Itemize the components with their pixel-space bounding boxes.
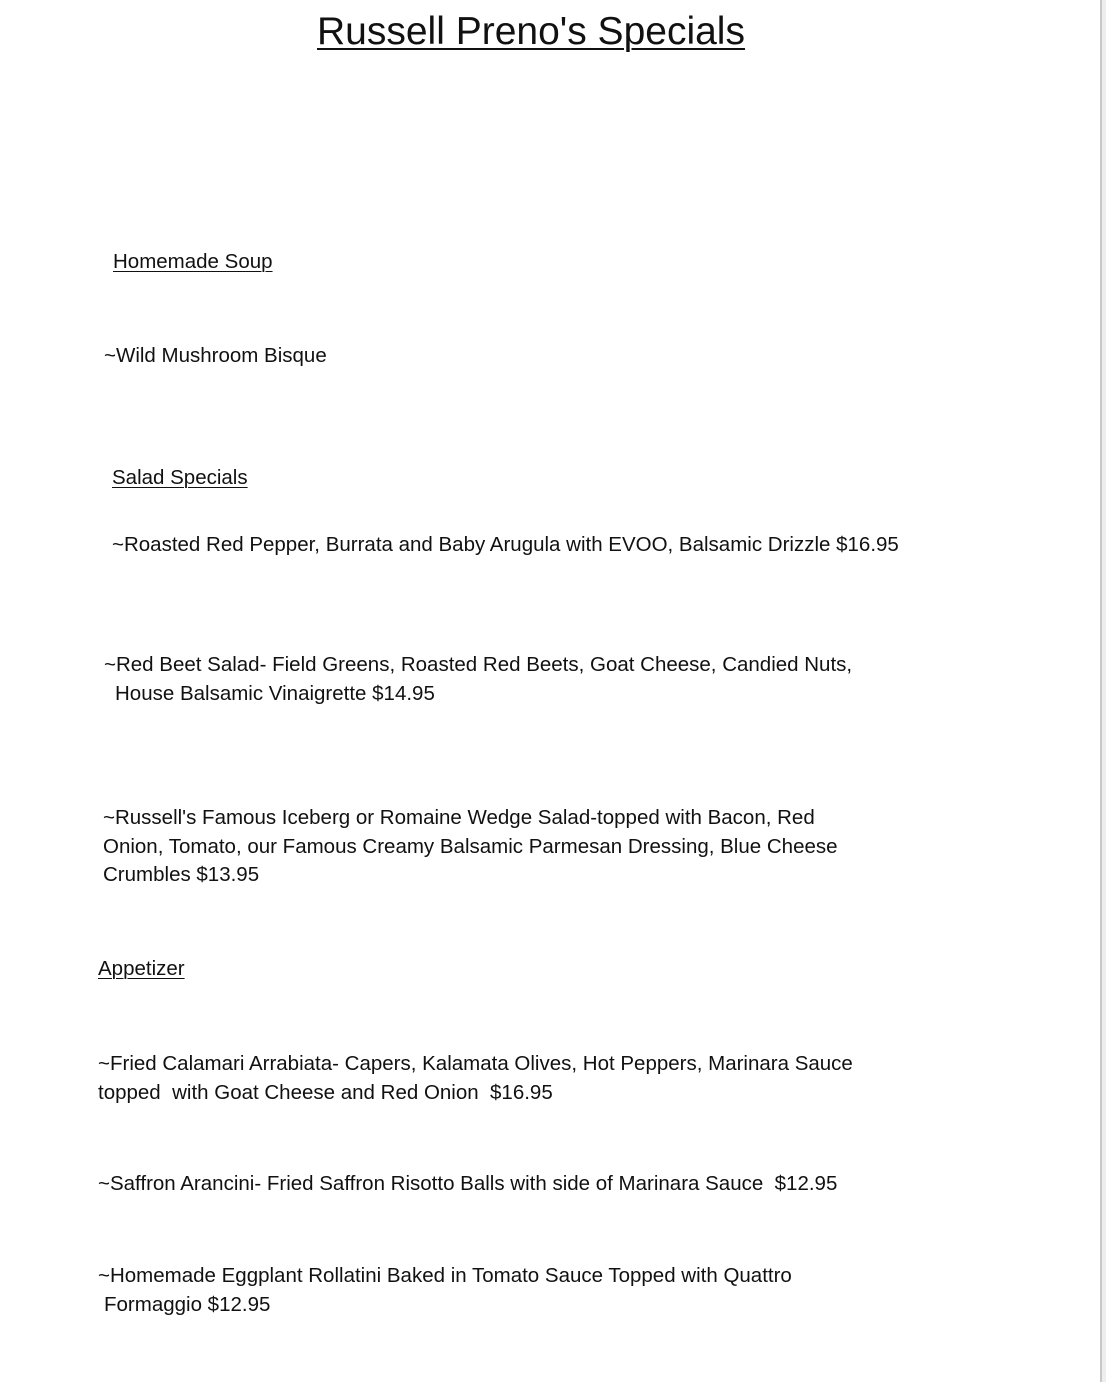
menu-item-roasted-red-pepper-burrata	[112, 531, 899, 560]
menu-item-line: ~Homemade Eggplant Rollatini Baked in Tomato Sauce Topped with Quattro	[98, 1264, 792, 1287]
menu-item-line: Onion, Tomato, our Famous Creamy Balsamic Parmesan Dressing, Blue Cheese	[103, 834, 838, 858]
menu-item-line: ~Saffron Arancini- Fried Saffron Risotto Balls with side of Marinara Sauce $12.95	[98, 1172, 838, 1195]
menu-item-line: topped with Goat Cheese and Red Onion $16.95	[98, 1080, 553, 1104]
menu-item-line: ~Russell's Famous Iceberg or Romaine Wedge Salad-topped with Bacon, Red	[103, 806, 815, 829]
menu-item-eggplant-rollatini	[98, 1262, 792, 1319]
menu-item-line: Crumbles $13.95	[103, 863, 260, 886]
section-heading-soup: Homemade Soup	[113, 250, 273, 273]
menu-item-line: Formaggio $12.95	[104, 1292, 271, 1316]
menu-item-red-beet-salad	[104, 651, 852, 708]
menu-item-wedge-salad	[103, 804, 838, 890]
menu-item-wild-mushroom-bisque	[104, 342, 327, 371]
menu-item-line: House Balsamic Vinaigrette $14.95	[115, 681, 435, 705]
section-heading-appetizer: Appetizer	[98, 957, 185, 980]
page-title: Russell Preno's Specials	[317, 10, 745, 53]
menu-item-line: ~Red Beet Salad- Field Greens, Roasted Red Beets, Goat Cheese, Candied Nuts,	[104, 653, 853, 676]
section-heading-salad: Salad Specials	[112, 466, 248, 489]
menu-item-line: ~Wild Mushroom Bisque	[104, 344, 327, 367]
menu-item-fried-calamari	[98, 1050, 853, 1107]
menu-item-line: ~Roasted Red Pepper, Burrata and Baby Arugula with EVOO, Balsamic Drizzle $16.95	[112, 533, 899, 556]
menu-item-saffron-arancini	[98, 1170, 837, 1199]
menu-item-line: ~Fried Calamari Arrabiata- Capers, Kalamata Olives, Hot Peppers, Marinara Sauce	[98, 1052, 853, 1075]
page-edge-shadow	[1102, 0, 1106, 1382]
